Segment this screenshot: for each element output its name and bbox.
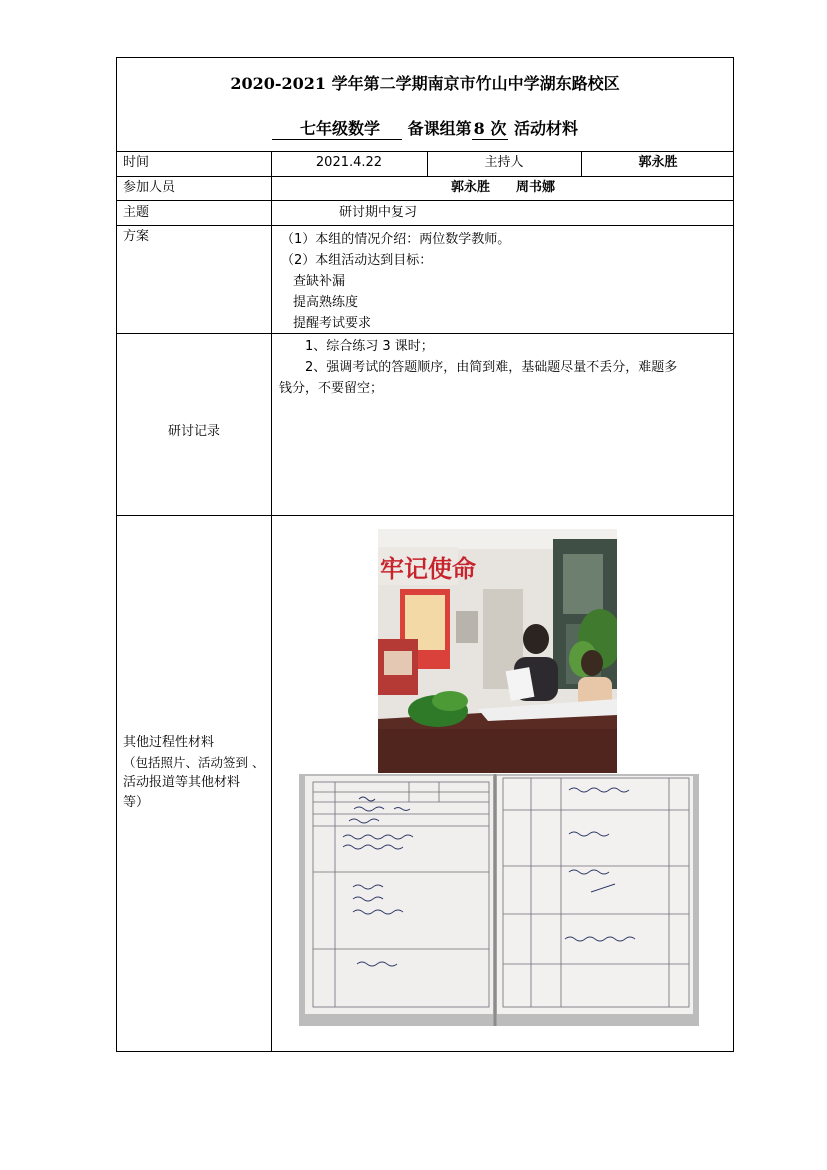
divider: [117, 176, 733, 177]
session-number: 8 次: [473, 119, 507, 138]
topic-label: 主题: [123, 205, 150, 220]
scanned-record-pages: [299, 774, 699, 1026]
divider: [117, 200, 733, 201]
other-label-line: 等）: [123, 795, 150, 810]
meeting-photo: [378, 529, 617, 773]
column-divider: [271, 151, 272, 1052]
record-line: 钱分，不要留空；: [279, 381, 384, 396]
other-materials-label: [123, 733, 271, 813]
plan-line: 提高熟练度: [293, 295, 359, 310]
participants-label: 参加人员: [123, 180, 176, 195]
host-label: 主持人: [484, 155, 524, 170]
record-label: 研讨记录: [167, 424, 220, 439]
host-value: 郭永胜: [638, 155, 678, 170]
plan-content: [281, 229, 510, 334]
banner-text: 牢记使命: [380, 555, 476, 583]
grade-subject: 七年级数学: [272, 119, 402, 140]
participants-value: 郭永胜 周书娜: [450, 180, 555, 195]
plan-line: 提醒考试要求: [293, 316, 372, 331]
form-title-line2: [117, 116, 733, 140]
record-line: 2、强调考试的答题顺序，由简到难，基础题尽量不丢分，难题多: [305, 360, 678, 375]
time-label: 时间: [123, 155, 150, 170]
plan-line: （2）本组活动达到目标：: [281, 253, 433, 268]
plan-line: 查缺补漏: [293, 274, 346, 289]
divider: [117, 225, 733, 226]
record-line: 1、综合练习 3 课时；: [305, 339, 434, 354]
divider: [117, 151, 733, 152]
record-content: [279, 336, 729, 399]
group-prefix: 备课组第: [407, 119, 472, 138]
other-label-line: （包括照片、活动签到 、: [123, 755, 265, 770]
title-suffix: 活动材料: [513, 119, 578, 138]
divider: [117, 515, 733, 516]
activity-form: [116, 57, 734, 1052]
plan-label: 方案: [123, 229, 150, 244]
plan-line: （1）本组的情况介绍：两位数学教师。: [281, 232, 511, 247]
form-title-line1: 2020-2021 学年第二学期南京市竹山中学湖东路校区: [230, 74, 620, 93]
other-label-line: 其他过程性材料: [123, 735, 215, 750]
time-value: 2021.4.22: [315, 155, 383, 170]
topic-value: 研讨期中复习: [339, 205, 418, 220]
other-label-line: 活动报道等其他材料: [123, 775, 241, 790]
